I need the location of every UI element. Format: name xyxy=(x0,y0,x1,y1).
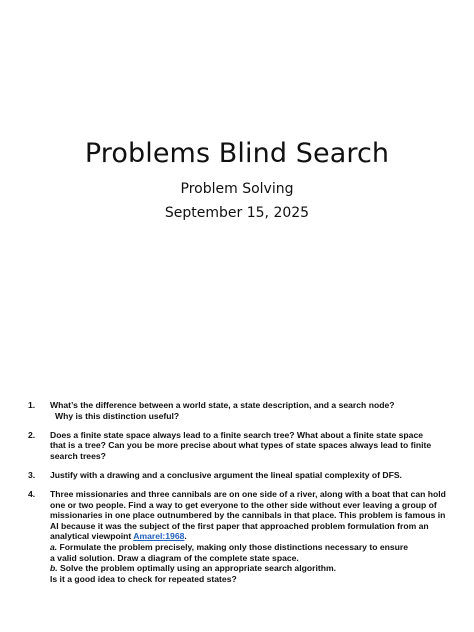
page-date: September 15, 2025 xyxy=(164,205,310,221)
title-block xyxy=(0,138,474,222)
problem-number: 2. xyxy=(28,429,36,440)
final-question-line: Is it a good idea to check for repeated states? xyxy=(50,573,237,584)
part-b-marker: b. xyxy=(50,563,58,574)
page-title: Problems Blind Search xyxy=(84,138,390,169)
problem-number: 3. xyxy=(28,469,36,480)
problem-line: missionaries in one place outnumbered by the cannibals in that place. This problem is famous in xyxy=(50,510,446,521)
problem-item-1 xyxy=(28,400,458,421)
problem-line: What’s the difference between a world state, a state description, and a search node? xyxy=(50,400,395,410)
problem-number: 1. xyxy=(28,400,36,410)
problem-list xyxy=(28,400,458,593)
citation-line xyxy=(50,531,458,542)
problem-text xyxy=(50,430,458,462)
part-a-continuation: a valid solution. Draw a diagram of the complete state space. xyxy=(50,552,299,563)
problem-item-3 xyxy=(28,470,458,481)
problem-item-4 xyxy=(28,489,458,584)
problem-line: Does a finite state space always lead to a finite search tree? What about a finite state space xyxy=(50,429,423,440)
citation-suffix: . xyxy=(184,531,187,542)
problem-text xyxy=(50,400,458,421)
problem-text xyxy=(50,470,458,481)
problem-line: one or two people. Find a way to get everyone to the other side without ever leaving a group of xyxy=(50,499,437,510)
part-b-line xyxy=(50,563,458,574)
problem-line: search trees? xyxy=(50,450,106,461)
part-a-marker: a. xyxy=(50,542,58,553)
citation-prefix: analytical viewpoint xyxy=(50,531,134,542)
problem-line: Why is this distinction useful? xyxy=(55,410,180,421)
problem-text xyxy=(50,489,458,584)
part-a-text: Formulate the problem precisely, making only those distinctions necessary to ensure xyxy=(57,542,409,553)
problem-line: that is a tree? Can you be more precise about what types of state spaces always lead to finite xyxy=(50,440,432,451)
problem-line: AI because it was the subject of the first paper that approached problem formulation from an xyxy=(50,520,429,531)
page-subtitle: Problem Solving xyxy=(180,181,294,197)
part-a-line xyxy=(50,542,458,553)
problem-number: 4. xyxy=(28,489,36,500)
problem-item-2 xyxy=(28,430,458,462)
citation-link[interactable]: Amarel:1968 xyxy=(133,531,185,542)
part-b-text: Solve the problem optimally using an appropriate search algorithm. xyxy=(57,563,337,574)
problem-line: Justify with a drawing and a conclusive argument the lineal spatial complexity of DFS. xyxy=(50,469,402,480)
problem-line: Three missionaries and three cannibals are on one side of a river, along with a boat that can hold xyxy=(50,489,446,500)
